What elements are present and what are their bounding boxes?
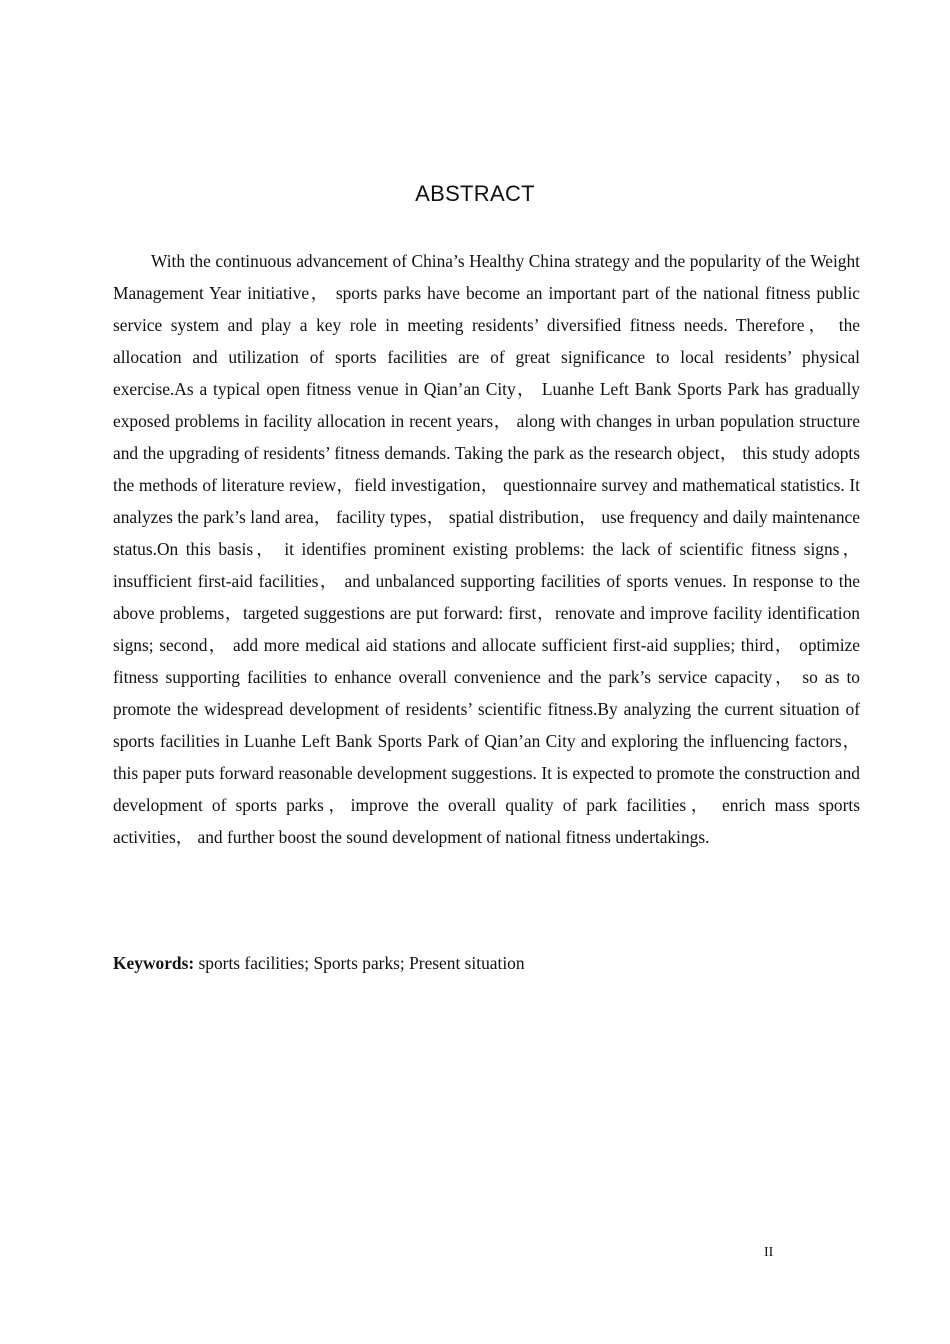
abstract-title: ABSTRACT [415,181,535,206]
abstract-body: With the continuous advancement of China’s Healthy China strategy and the popularity of the Weight Management Year initiative， sports parks have become an important part of the national fitness public service system and play a key role in meeting residents’ diversified fitness needs. Therefore， the allocation and utilization of sports facilities are of great significance to local residents’ physical exercise.As a typical open fitness venue in Qian’an City， Luanhe Left Bank Sports Park has gradually exposed problems in facility allocation in recent years， along with changes in urban population structure and the upgrading of residents’ fitness demands. Taking the park as the research object， this study adopts the methods of literature review，field investigation， questionnaire survey and mathematical statistics. It analyzes the park’s land area， facility types， spatial distribution， use frequency and daily maintenance status.On this basis， it identifies prominent existing problems: the lack of scientific fitness signs， insufficient first-aid facilities， and unbalanced supporting facilities of sports venues. In response to the above problems，targeted suggestions are put forward: first，renovate and improve facility identification signs; second， add more medical aid stations and allocate sufficient first-aid supplies; third， optimize fitness supporting facilities to enhance overall convenience and the park’s service capacity， so as to promote the widespread development of residents’ scientific fitness.By analyzing the current situation of sports facilities in Luanhe Left Bank Sports Park of Qian’an City and exploring the influencing factors， this paper puts forward reasonable development suggestions. It is expected to promote the construction and development of sports parks，improve the overall quality of park facilities， enrich mass sports activities， and further boost the sound development of national fitness undertakings. [113,251,860,847]
keywords-line [113,947,860,979]
keywords-label: Keywords: [113,953,195,973]
keywords-text: sports facilities; Sports parks; Present situation [194,953,525,973]
page-number: II [764,1245,774,1260]
